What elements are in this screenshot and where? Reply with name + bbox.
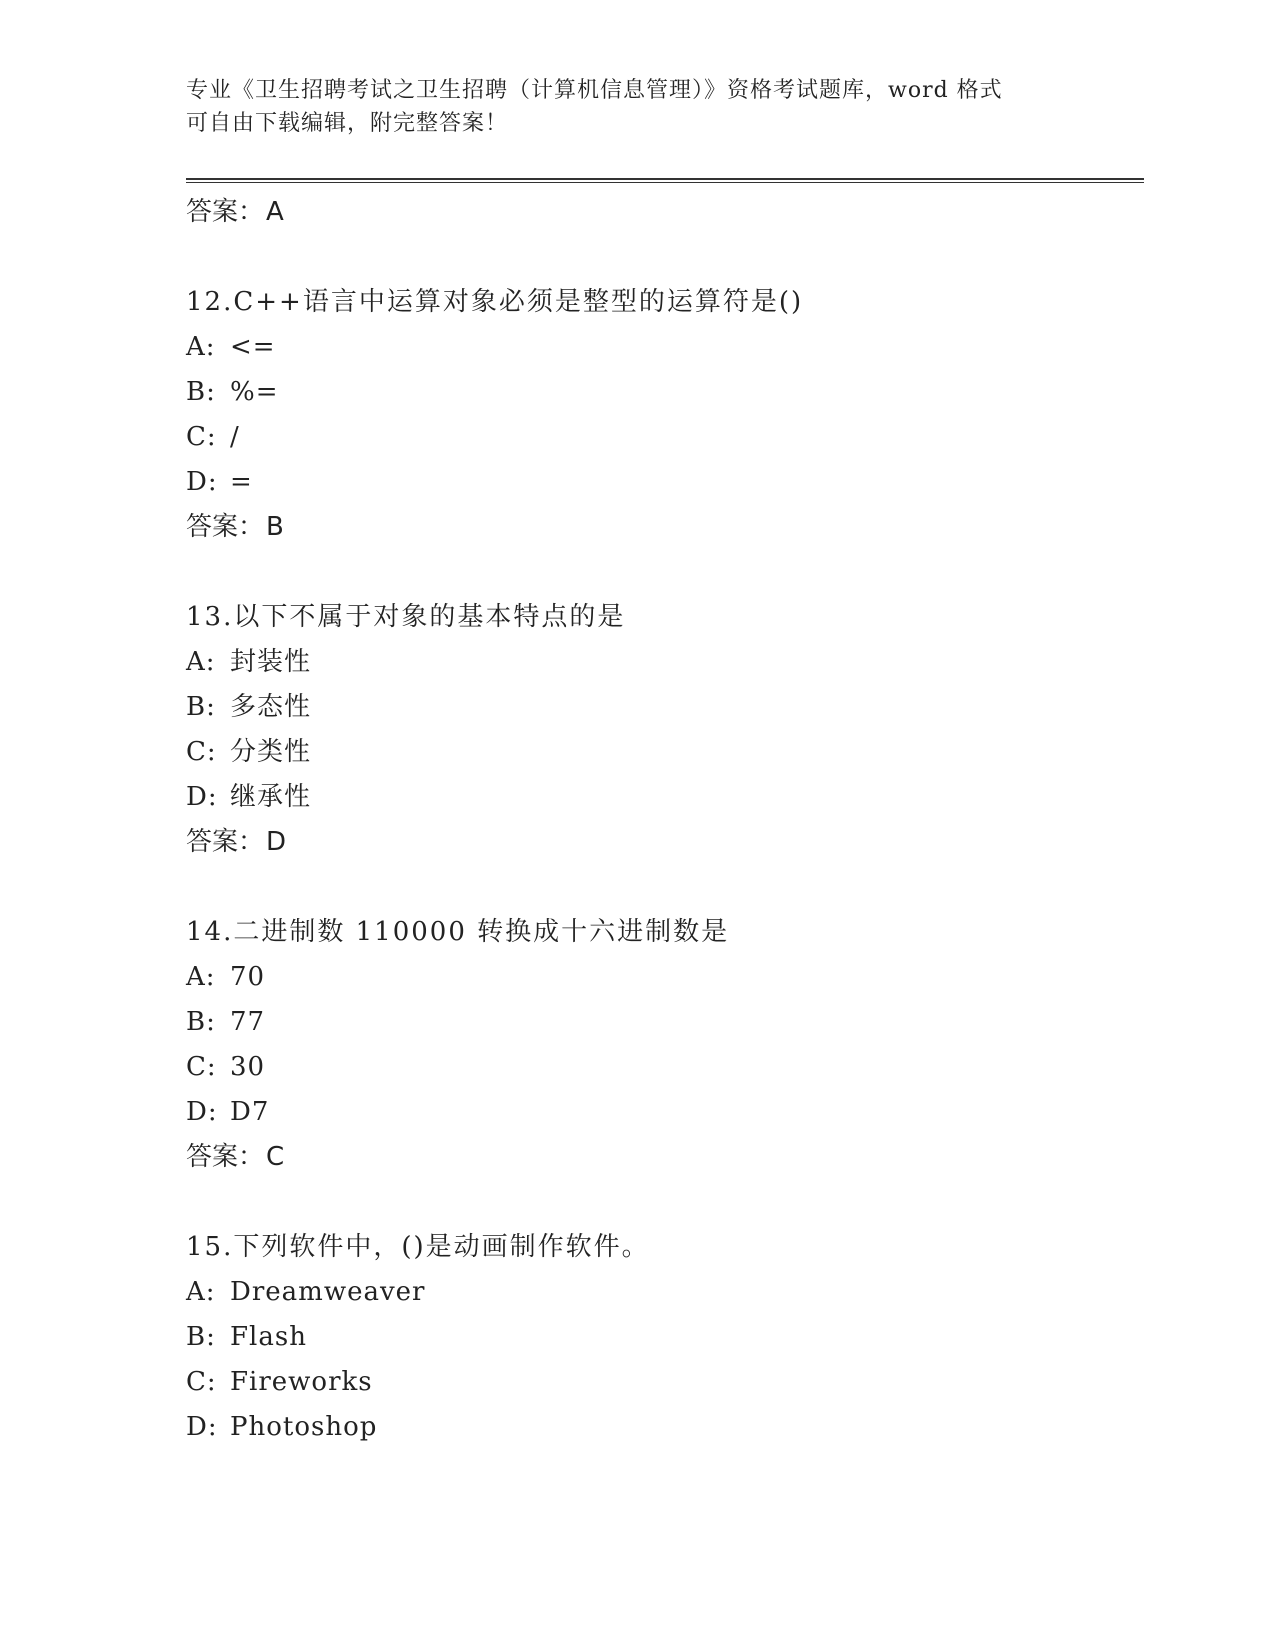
option-letter: B: — [186, 1007, 216, 1037]
option-letter: D: — [186, 467, 218, 497]
option-letter: B: — [186, 1322, 216, 1352]
option-d — [186, 1090, 1144, 1135]
option-text: 多态性 — [230, 692, 312, 722]
option-text: / — [230, 422, 240, 452]
option-letter: D: — [186, 782, 218, 812]
option-text: 封装性 — [230, 647, 312, 677]
option-c — [186, 415, 1144, 460]
option-d — [186, 1405, 1144, 1450]
option-letter: B: — [186, 377, 216, 407]
option-letter: C: — [186, 1367, 217, 1397]
document-header — [186, 74, 1086, 140]
option-letter: A: — [186, 1277, 216, 1307]
option-text: D7 — [230, 1097, 270, 1127]
option-text: 77 — [230, 1007, 266, 1037]
option-text: <= — [230, 332, 276, 362]
answer-value: B — [266, 512, 284, 542]
option-text: 30 — [230, 1052, 266, 1082]
option-text: 70 — [230, 962, 266, 992]
question-list — [186, 190, 1144, 1450]
option-text: Photoshop — [230, 1412, 378, 1442]
option-b — [186, 370, 1144, 415]
question-item — [186, 280, 1144, 595]
option-letter: A: — [186, 962, 216, 992]
option-text: 继承性 — [230, 782, 312, 812]
option-text: = — [230, 467, 253, 497]
question-title: 13.以下不属于对象的基本特点的是 — [186, 602, 626, 632]
header-line-2: 可自由下载编辑，附完整答案！ — [186, 111, 509, 136]
header-divider — [186, 178, 1144, 180]
option-b — [186, 1000, 1144, 1045]
previous-answer — [186, 190, 1144, 235]
header-divider-thin — [186, 182, 1144, 183]
option-text: Dreamweaver — [230, 1277, 426, 1307]
option-letter: A: — [186, 332, 216, 362]
option-d — [186, 775, 1144, 820]
question-answer — [186, 1135, 1144, 1180]
option-letter: D: — [186, 1412, 218, 1442]
option-d — [186, 460, 1144, 505]
question-answer — [186, 820, 1144, 865]
option-text: %= — [230, 377, 279, 407]
question-item — [186, 1225, 1144, 1450]
answer-label: 答案： — [186, 827, 265, 857]
option-c — [186, 1045, 1144, 1090]
option-letter: C: — [186, 422, 217, 452]
option-letter: A: — [186, 647, 216, 677]
question-item — [186, 595, 1144, 910]
answer-value: C — [266, 1142, 285, 1172]
answer-label: 答案： — [186, 197, 265, 227]
option-letter: C: — [186, 737, 217, 767]
option-b — [186, 685, 1144, 730]
option-letter: D: — [186, 1097, 218, 1127]
option-text: Flash — [230, 1322, 307, 1352]
question-item — [186, 910, 1144, 1225]
option-text: Fireworks — [230, 1367, 373, 1397]
option-a — [186, 325, 1144, 370]
question-title: 15.下列软件中，()是动画制作软件。 — [186, 1232, 650, 1262]
question-title: 12.C++语言中运算对象必须是整型的运算符是() — [186, 287, 804, 317]
answer-value: D — [266, 827, 287, 857]
option-a — [186, 955, 1144, 1000]
header-line-1: 专业《卫生招聘考试之卫生招聘（计算机信息管理）》资格考试题库，word 格式 — [186, 78, 1003, 103]
answer-label: 答案： — [186, 1142, 265, 1172]
option-a — [186, 1270, 1144, 1315]
answer-label: 答案： — [186, 512, 265, 542]
option-a — [186, 640, 1144, 685]
option-c — [186, 1360, 1144, 1405]
option-letter: C: — [186, 1052, 217, 1082]
answer-value: A — [266, 197, 284, 227]
question-answer — [186, 505, 1144, 550]
option-c — [186, 730, 1144, 775]
option-b — [186, 1315, 1144, 1360]
option-letter: B: — [186, 692, 216, 722]
option-text: 分类性 — [230, 737, 312, 767]
question-title: 14.二进制数 110000 转换成十六进制数是 — [186, 917, 730, 947]
